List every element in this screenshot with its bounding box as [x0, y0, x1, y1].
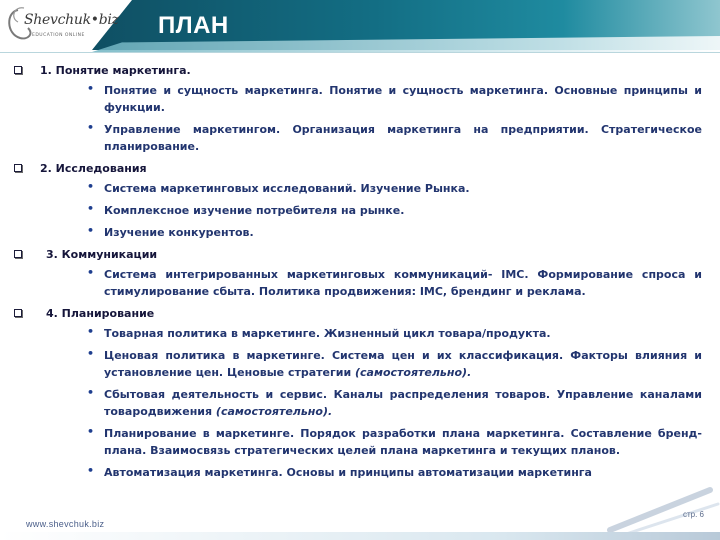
checkbox-bullet-icon — [14, 66, 22, 74]
section-items — [0, 82, 720, 155]
footer-url: www.shevchuk.biz — [26, 519, 105, 529]
list-item — [0, 180, 720, 197]
footer-band — [0, 532, 720, 540]
item-text — [104, 121, 702, 155]
section-title: 1. Понятие маркетинга. — [40, 64, 191, 77]
section-items — [0, 266, 720, 300]
bullet-icon: • — [87, 347, 95, 360]
bullet-icon: • — [87, 325, 95, 338]
section-header — [0, 305, 720, 325]
section-title: 4. Планирование — [46, 307, 155, 320]
plan-section — [0, 246, 720, 300]
item-main-text: Система интегрированных маркетинговых коммуникаций- IMC. Формирование спроса и стимулирование сбыта. Политика продвижения: IMC, брендинг и реклама. — [104, 268, 702, 298]
list-item — [0, 386, 720, 420]
item-text — [104, 425, 702, 459]
bullet-icon: • — [87, 121, 95, 134]
item-italic-note: (самостоятельно). — [215, 405, 333, 418]
item-main-text: Ценовая политика в маркетинге. Система цен и их классификация. Факторы влияния и установление цен. Ценовые стратегии — [104, 349, 702, 379]
list-item — [0, 425, 720, 459]
item-text — [104, 347, 702, 381]
item-main-text: Понятие и сущность маркетинга. Понятие и сущность маркетинга. Основные принципы и функции. — [104, 84, 702, 114]
bullet-icon: • — [87, 266, 95, 279]
bullet-icon: • — [87, 180, 95, 193]
section-items — [0, 325, 720, 481]
item-text — [104, 224, 702, 241]
section-header — [0, 160, 720, 180]
bullet-icon: • — [87, 82, 95, 95]
plan-section — [0, 160, 720, 241]
list-item — [0, 224, 720, 241]
checkbox-bullet-icon — [14, 164, 22, 172]
page-title: ПЛАН — [158, 12, 229, 39]
bullet-icon: • — [87, 464, 95, 477]
item-text — [104, 386, 702, 420]
logo-tagline: EDUCATION ONLINE — [32, 33, 85, 38]
item-text — [104, 325, 702, 342]
list-item — [0, 121, 720, 155]
item-text — [104, 266, 702, 300]
list-item — [0, 266, 720, 300]
logo-text: Shevchuk•biz — [24, 12, 119, 28]
list-item — [0, 347, 720, 381]
item-text — [104, 180, 702, 197]
item-main-text: Товарная политика в маркетинге. Жизненный цикл товара/продукта. — [104, 327, 551, 340]
section-header — [0, 246, 720, 266]
item-main-text: Управление маркетингом. Организация маркетинга на предприятии. Стратегическое планирование. — [104, 123, 702, 153]
bullet-icon: • — [87, 425, 95, 438]
item-text — [104, 202, 702, 219]
item-main-text: Сбытовая деятельность и сервис. Каналы распределения товаров. Управление каналами товародвижения — [104, 388, 702, 418]
bullet-icon: • — [87, 202, 95, 215]
item-main-text: Система маркетинговых исследований. Изучение Рынка. — [104, 182, 470, 195]
plan-section — [0, 62, 720, 155]
section-title: 3. Коммуникации — [46, 248, 158, 261]
bullet-icon: • — [87, 224, 95, 237]
checkbox-bullet-icon — [14, 250, 22, 258]
pen-decoration-icon — [600, 470, 720, 540]
list-item — [0, 82, 720, 116]
section-title: 2. Исследования — [40, 162, 147, 175]
page-number: стр. 6 — [682, 510, 704, 519]
bullet-icon: • — [87, 386, 95, 399]
item-text — [104, 82, 702, 116]
header-divider — [0, 52, 720, 53]
item-main-text: Комплексное изучение потребителя на рынке. — [104, 204, 405, 217]
section-items — [0, 180, 720, 241]
plan-content — [0, 62, 720, 486]
list-item — [0, 202, 720, 219]
slide-header — [0, 0, 720, 52]
item-main-text: Автоматизация маркетинга. Основы и принципы автоматизации маркетинга — [104, 466, 592, 479]
item-main-text: Планирование в маркетинге. Порядок разработки плана маркетинга. Составление бренд-плана. Взаимосвязь стратегических целей плана маркетинга и текущих планов. — [104, 427, 702, 457]
section-header — [0, 62, 720, 82]
item-main-text: Изучение конкурентов. — [104, 226, 254, 239]
plan-section — [0, 305, 720, 481]
checkbox-bullet-icon — [14, 309, 22, 317]
item-italic-note: (самостоятельно). — [355, 366, 472, 379]
list-item — [0, 325, 720, 342]
logo — [4, 4, 119, 46]
